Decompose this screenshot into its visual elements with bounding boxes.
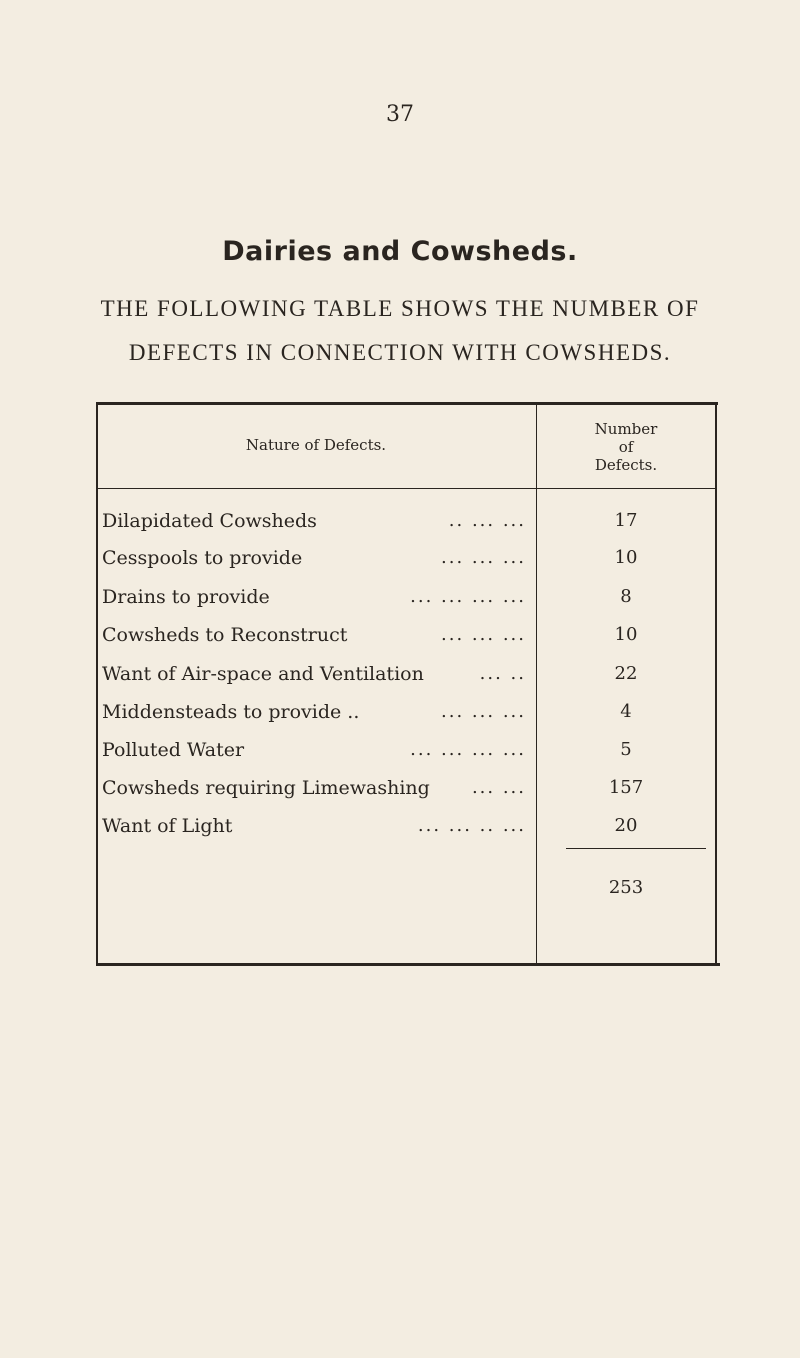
row-value: 22 (614, 663, 638, 684)
subtitle-line-1: THE FOLLOWING TABLE SHOWS THE NUMBER OF (100, 296, 700, 321)
row-leader-dots: ... ... ... (441, 624, 526, 645)
total-value: 253 (608, 877, 644, 898)
row-label: Want of Light (102, 815, 233, 837)
table-row (96, 739, 716, 769)
defects-table (96, 402, 716, 967)
row-leader-dots: ... ... (471, 777, 526, 798)
row-label: Middensteads to provide .. (102, 701, 360, 723)
row-label: Dilapidated Cowsheds (102, 510, 317, 532)
total-rule (566, 848, 706, 849)
table-header-rule (98, 488, 716, 489)
row-leader-dots: ... ... ... (441, 701, 526, 722)
table-row (96, 815, 716, 845)
row-value: 5 (620, 739, 632, 760)
row-value: 17 (614, 510, 638, 531)
table-row (96, 510, 716, 540)
row-label: Cowsheds requiring Limewashing (102, 777, 430, 799)
row-label: Cowsheds to Reconstruct (102, 624, 348, 646)
row-leader-dots: ... ... .. ... (417, 815, 526, 836)
row-value: 4 (620, 701, 632, 722)
table-row (96, 547, 716, 577)
row-label: Polluted Water (102, 739, 245, 761)
row-value: 10 (614, 547, 638, 568)
row-leader-dots: ... ... ... ... (410, 739, 526, 760)
table-row (96, 586, 716, 616)
row-label: Cesspools to provide (102, 547, 303, 569)
table-row (96, 663, 716, 693)
row-value: 157 (608, 777, 644, 798)
row-leader-dots: ... ... ... ... (410, 586, 526, 607)
row-label: Drains to provide (102, 586, 270, 608)
column-header-number-line: Defects. (594, 456, 658, 474)
page-title: Dairies and Cowsheds. (222, 236, 578, 267)
row-leader-dots: .. ... ... (448, 510, 526, 531)
column-header-number (537, 420, 715, 474)
table-top-rule (96, 402, 718, 405)
table-row (96, 777, 716, 807)
page-number: 37 (386, 102, 414, 127)
table-bottom-rule (96, 963, 720, 966)
row-label: Want of Air-space and Ventilation (102, 663, 424, 685)
row-value: 10 (614, 624, 638, 645)
row-leader-dots: ... ... ... (441, 547, 526, 568)
table-row (96, 701, 716, 731)
row-value: 20 (614, 815, 638, 836)
row-leader-dots: ... .. (479, 663, 526, 684)
subtitle-line-2: DEFECTS IN CONNECTION WITH COWSHEDS. (128, 340, 672, 365)
table-row (96, 624, 716, 654)
column-header-number-line: Number (594, 420, 658, 438)
row-value: 8 (620, 586, 632, 607)
column-header-nature: Nature of Defects. (245, 436, 387, 454)
column-header-number-line: of (618, 438, 634, 456)
